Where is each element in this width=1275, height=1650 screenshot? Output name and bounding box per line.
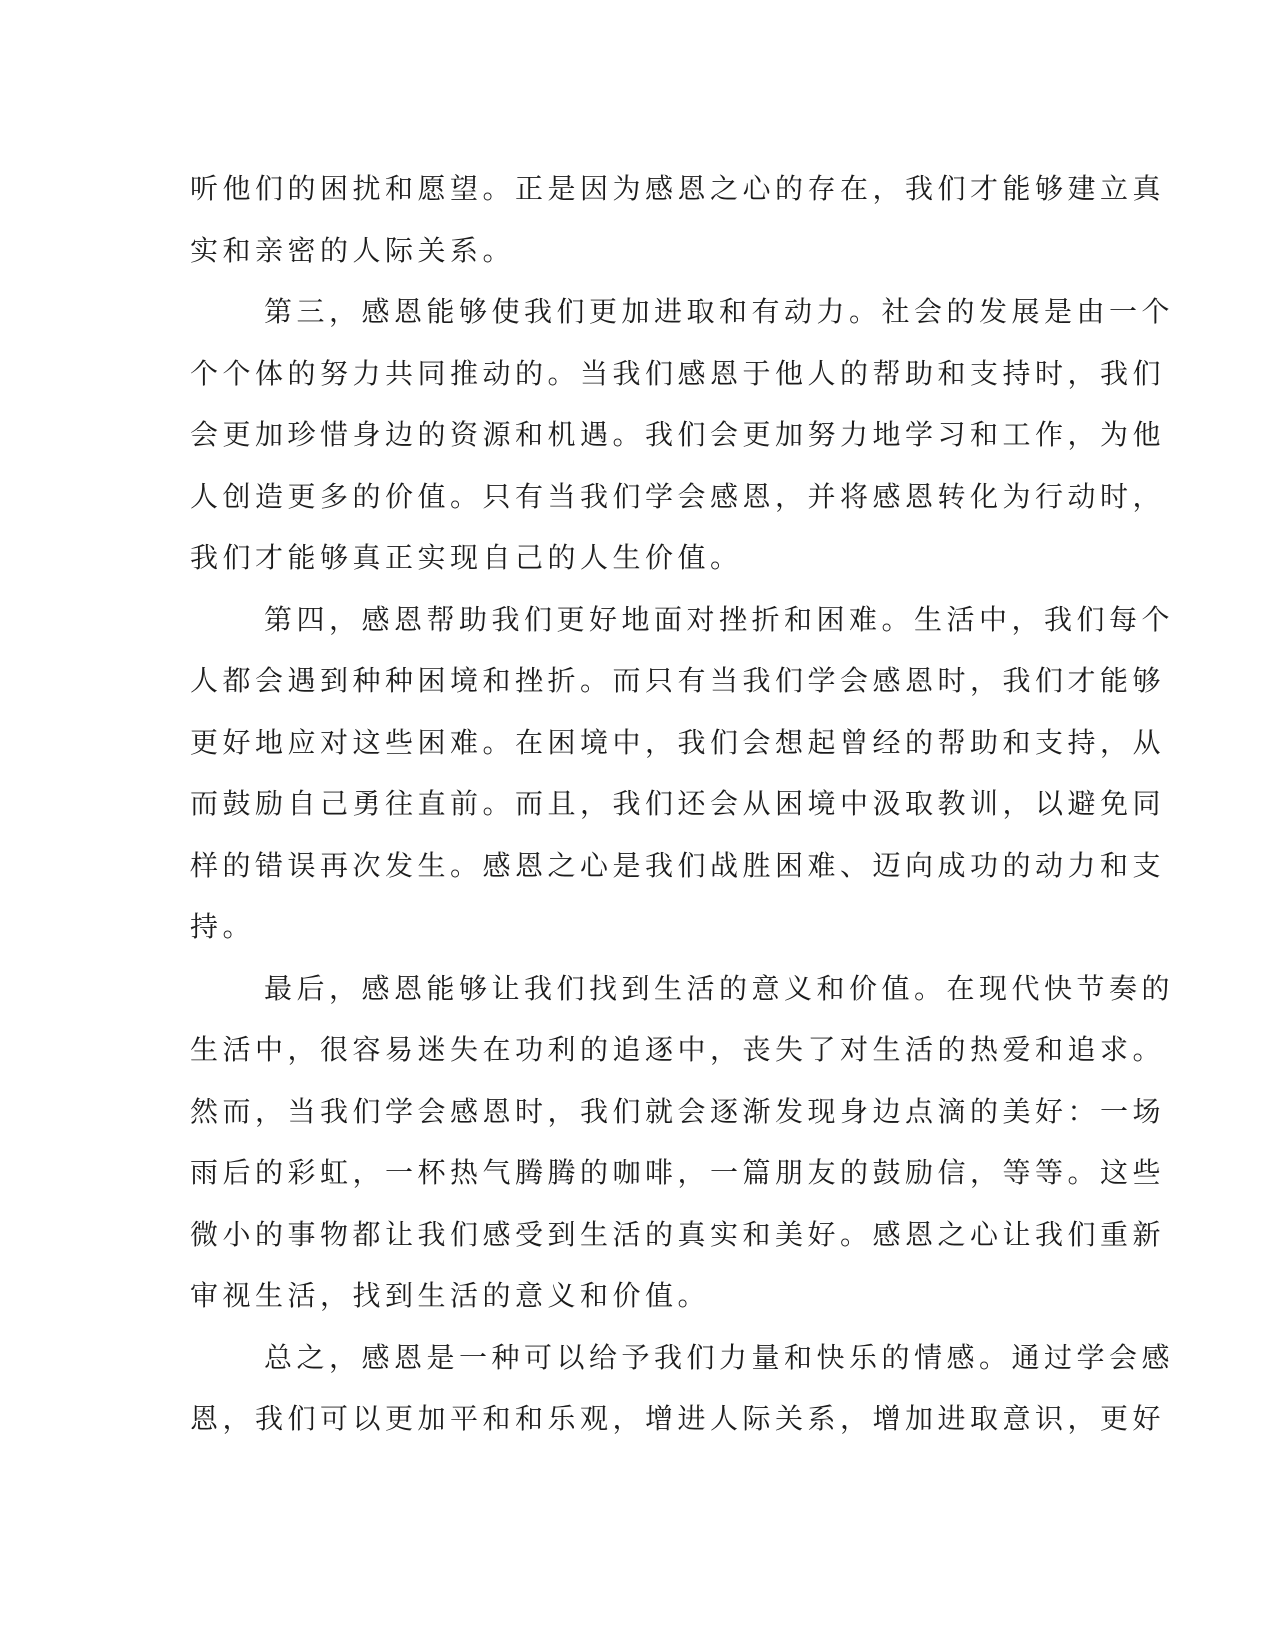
text-line: 实和亲密的人际关系。	[190, 233, 516, 267]
text-line: 恩，我们可以更加平和和乐观，增进人际关系，增加进取意识，更好	[190, 1402, 1166, 1435]
text-line: 听他们的困扰和愿望。正是因为感恩之心的存在，我们才能够建立真	[190, 172, 1166, 205]
paragraph-5	[190, 1327, 1175, 1450]
text-line: 雨后的彩虹，一杯热气腾腾的咖啡，一篇朋友的鼓励信，等等。这些	[190, 1156, 1166, 1189]
text-line: 更好地应对这些困难。在困境中，我们会想起曾经的帮助和支持，从	[190, 725, 1166, 759]
text-line: 第三，感恩能够使我们更加进取和有动力。社会的发展是由一个	[264, 295, 1175, 328]
text-line: 我们才能够真正实现自己的人生价值。	[190, 541, 743, 574]
text-line: 生活中，很容易迷失在功利的追逐中，丧失了对生活的热爱和追求。	[190, 1033, 1166, 1066]
text-line: 审视生活，找到生活的意义和价值。	[190, 1279, 711, 1312]
paragraph-2	[190, 281, 1175, 589]
text-line: 个个体的努力共同推动的。当我们感恩于他人的帮助和支持时，我们	[190, 356, 1166, 390]
text-line: 样的错误再次发生。感恩之心是我们战胜困难、迈向成功的动力和支	[190, 848, 1166, 882]
text-line: 微小的事物都让我们感受到生活的真实和美好。感恩之心让我们重新	[190, 1217, 1166, 1251]
text-line: 会更加珍惜身边的资源和机遇。我们会更加努力地学习和工作，为他	[190, 418, 1166, 451]
text-line: 人创造更多的价值。只有当我们学会感恩，并将感恩转化为行动时，	[190, 479, 1166, 513]
text-line: 持。	[190, 910, 256, 943]
text-line: 第四，感恩帮助我们更好地面对挫折和困难。生活中，我们每个	[264, 602, 1175, 636]
paragraph-3	[190, 589, 1175, 958]
document-body	[190, 158, 1175, 1450]
paragraph-4	[190, 958, 1175, 1327]
text-line: 然而，当我们学会感恩时，我们就会逐渐发现身边点滴的美好：一场	[190, 1094, 1166, 1128]
text-line: 人都会遇到种种困境和挫折。而只有当我们学会感恩时，我们才能够	[190, 664, 1166, 697]
text-line: 最后，感恩能够让我们找到生活的意义和价值。在现代快节奏的	[264, 971, 1175, 1005]
text-line: 而鼓励自己勇往直前。而且，我们还会从困境中汲取教训，以避免同	[190, 787, 1166, 820]
paragraph-1	[190, 158, 1166, 281]
text-line: 总之，感恩是一种可以给予我们力量和快乐的情感。通过学会感	[264, 1340, 1175, 1374]
